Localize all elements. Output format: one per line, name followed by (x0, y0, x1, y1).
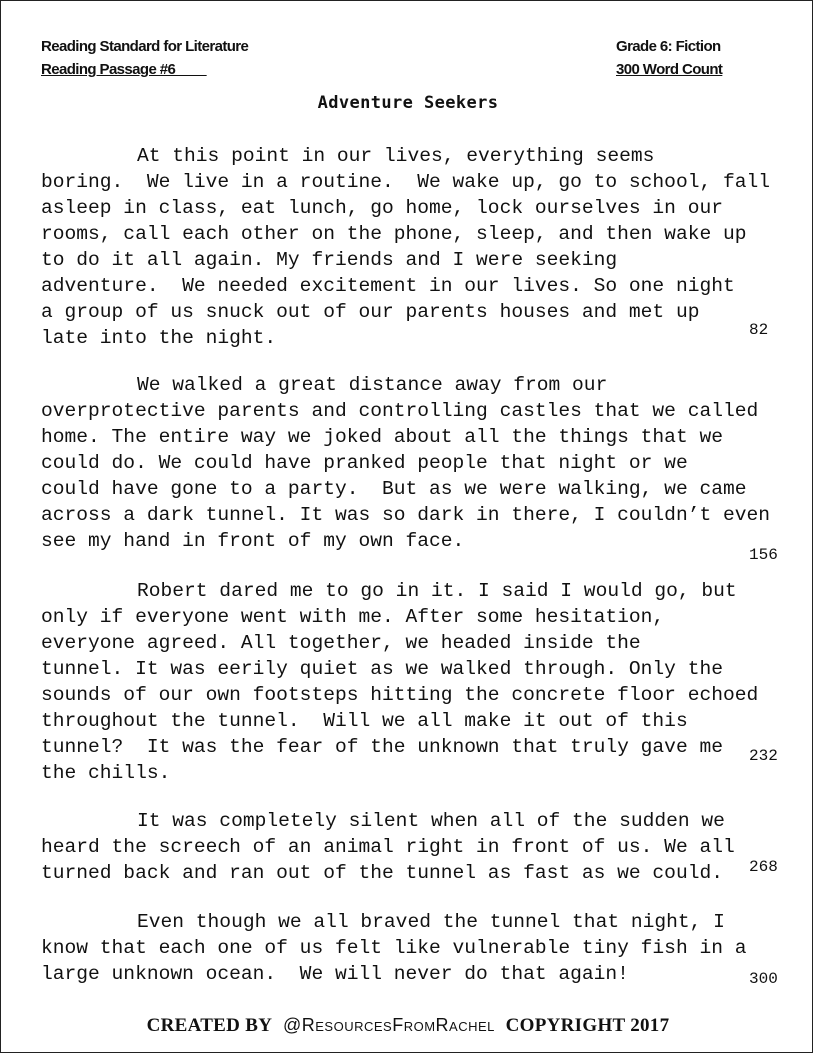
paragraph-2 (41, 372, 770, 554)
footer-credit (0, 1015, 816, 1037)
paragraph-line: to do it all again. My friends and I were seeking (41, 249, 618, 271)
copyright-label: COPYRIGHT 2017 (505, 1015, 670, 1036)
paragraph-line: tunnel? It was the fear of the unknown that truly gave me (41, 736, 723, 758)
word-count-label: 300 Word Count (616, 61, 723, 78)
paragraph-line: only if everyone went with me. After some hesitation, (41, 606, 665, 628)
paragraph-line: home. The entire way we joked about all the things that we (41, 426, 723, 448)
paragraph-line: tunnel. It was eerily quiet as we walked through. Only the (41, 658, 723, 680)
paragraph-line: It was completely silent when all of the sudden we (137, 810, 725, 832)
paragraph-line: a group of us snuck out of our parents houses and met up (41, 301, 700, 323)
running-word-count: 268 (749, 858, 778, 876)
passage-title: Adventure Seekers (317, 93, 499, 113)
reading-passage-number: Reading Passage #6____ (41, 61, 207, 78)
paragraph-line: boring. We live in a routine. We wake up, go to school, fall (41, 171, 771, 193)
running-word-count: 232 (749, 747, 778, 765)
paragraph-line: could have gone to a party. But as we were walking, we came (41, 478, 747, 500)
paragraph-line: Robert dared me to go in it. I said I would go, but (137, 580, 737, 602)
paragraph-line: heard the screech of an animal right in front of us. We all (41, 836, 735, 858)
paragraph-line: overprotective parents and controlling castles that we called (41, 400, 759, 422)
paragraph-4 (41, 808, 735, 886)
paragraph-line: Even though we all braved the tunnel that night, I (137, 911, 725, 933)
paragraph-line: see my hand in front of my own face. (41, 530, 465, 552)
paragraph-3 (41, 578, 758, 786)
paragraph-line: We walked a great distance away from our (137, 374, 608, 396)
paragraph-line: rooms, call each other on the phone, sleep, and then wake up (41, 223, 747, 245)
paragraph-line: the chills. (41, 762, 171, 784)
paragraph-line: across a dark tunnel. It was so dark in there, I couldn’t even (41, 504, 771, 526)
paragraph-line: late into the night. (41, 327, 277, 349)
created-by-label: CREATED BY (146, 1015, 273, 1036)
paragraph-line: sounds of our own footsteps hitting the concrete floor echoed (41, 684, 759, 706)
paragraph-line: At this point in our lives, everything seems (137, 145, 655, 167)
running-word-count: 300 (749, 970, 778, 988)
paragraph-line: turned back and ran out of the tunnel as fast as we could. (41, 862, 723, 884)
paragraph-line: could do. We could have pranked people that night or we (41, 452, 688, 474)
running-word-count: 156 (749, 546, 778, 564)
paragraph-line: everyone agreed. All together, we headed inside the (41, 632, 641, 654)
author-handle: @ResourcesFromRachel (282, 1015, 495, 1035)
paragraph-line: adventure. We needed excitement in our lives. So one night (41, 275, 735, 297)
paragraph-line: asleep in class, eat lunch, go home, lock ourselves in our (41, 197, 723, 219)
running-word-count: 82 (749, 321, 769, 339)
paragraph-1 (41, 143, 770, 351)
paragraph-line: know that each one of us felt like vulnerable tiny fish in a (41, 937, 747, 959)
reading-standard-label: Reading Standard for Literature (41, 38, 249, 55)
grade-label: Grade 6: Fiction (616, 38, 721, 55)
paragraph-line: throughout the tunnel. Will we all make it out of this (41, 710, 688, 732)
paragraph-5 (41, 909, 747, 987)
paragraph-line: large unknown ocean. We will never do that again! (41, 963, 629, 985)
